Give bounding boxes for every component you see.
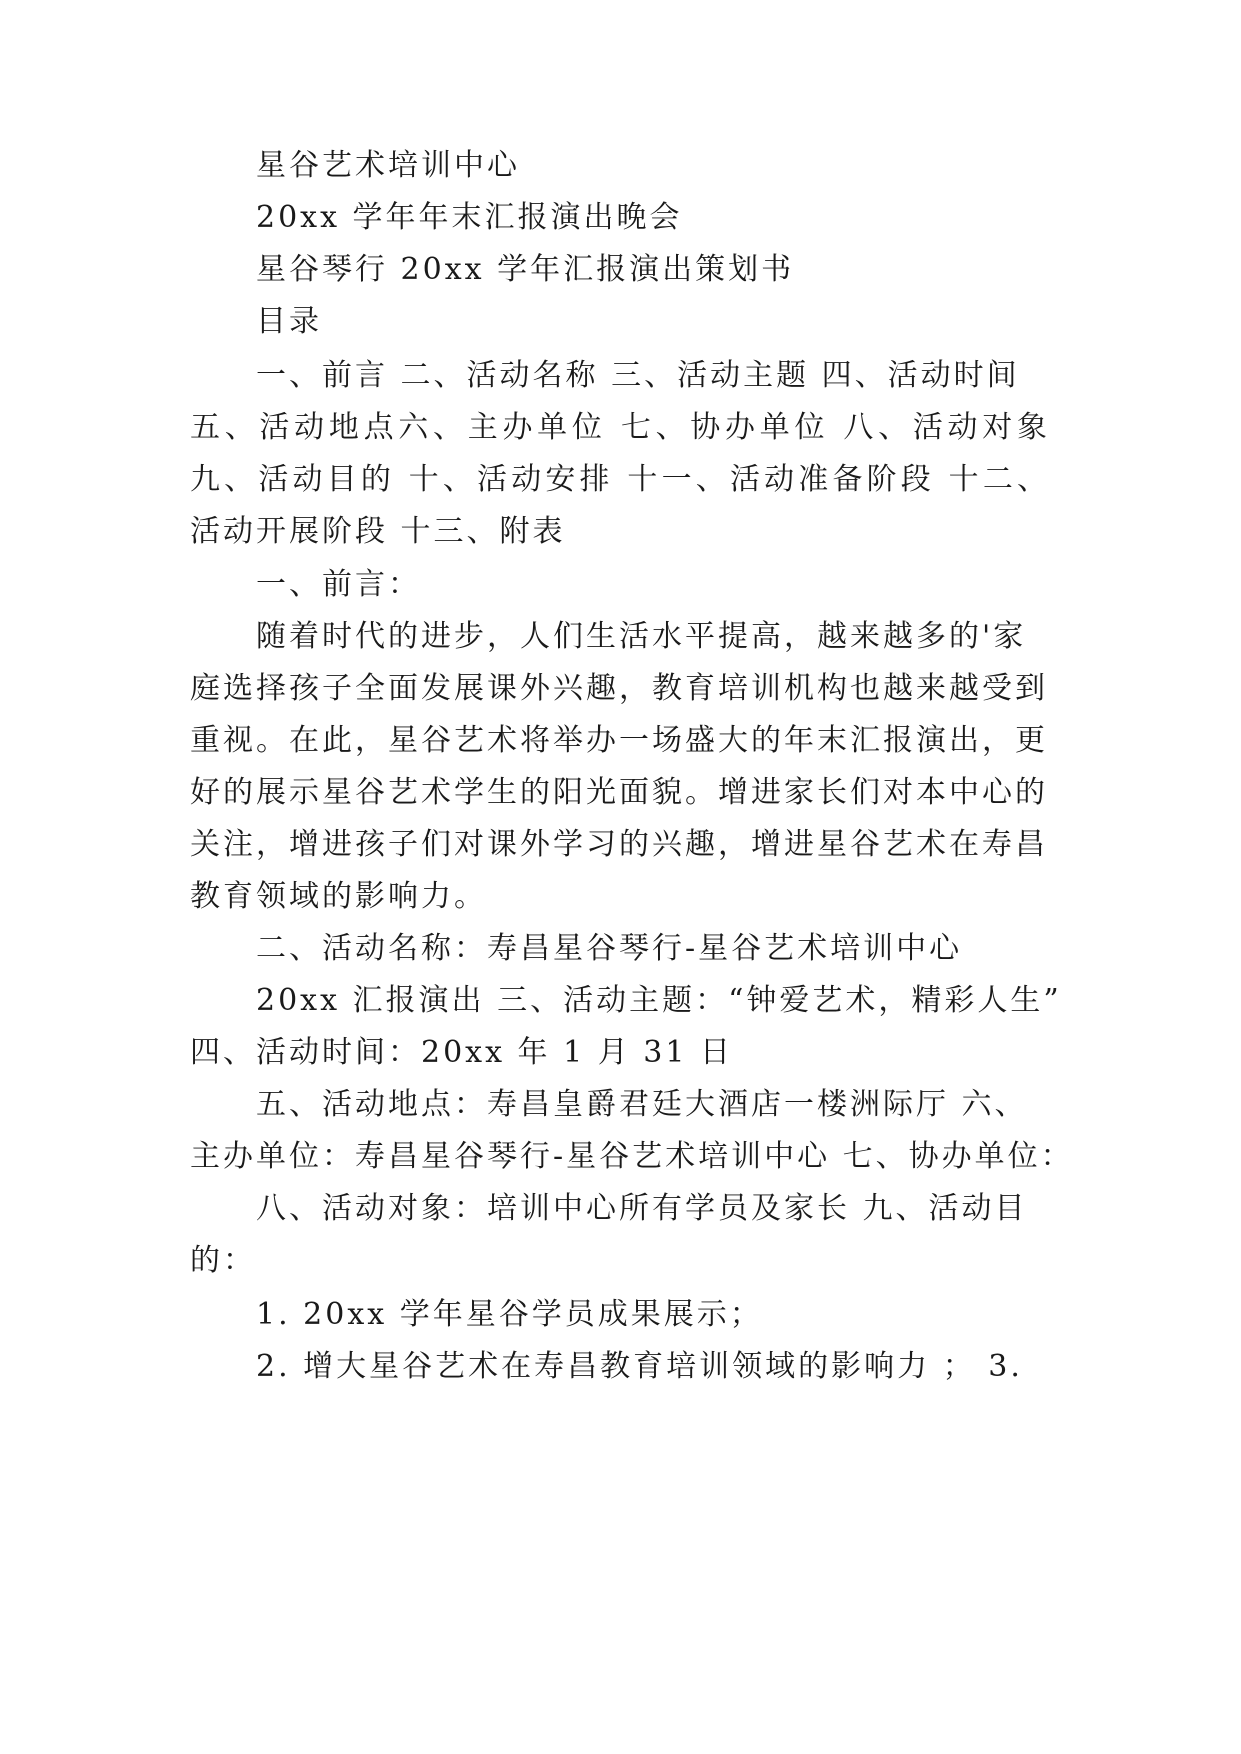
list-item: 1. 20xx 学年星谷学员成果展示；: [256, 1297, 763, 1332]
toc-heading: 目录: [256, 304, 322, 339]
paragraph-line: 教育领域的影响力。: [190, 879, 487, 914]
toc-line: 五、活动地点六、主办单位 七、协办单位 八、活动对象: [190, 410, 1050, 445]
toc-line: 一、前言 二、活动名称 三、活动主题 四、活动时间: [256, 358, 1020, 393]
section-line: 主办单位：寿昌星谷琴行-星谷艺术培训中心 七、协办单位：: [190, 1139, 1074, 1174]
section-line: 20xx 汇报演出 三、活动主题：“钟爱艺术，精彩人生”: [256, 983, 1062, 1018]
title-event-name: 20xx 学年年末汇报演出晚会: [256, 200, 683, 235]
section-line: 八、活动对象：培训中心所有学员及家长 九、活动目: [256, 1191, 1028, 1226]
paragraph-line: 随着时代的进步，人们生活水平提高，越来越多的'家: [256, 619, 1027, 654]
paragraph-line: 重视。在此，星谷艺术将举办一场盛大的年末汇报演出，更: [190, 723, 1048, 758]
section-line: 五、活动地点：寿昌皇爵君廷大酒店一楼洲际厅 六、: [256, 1087, 1028, 1122]
title-center-name: 星谷艺术培训中心: [256, 148, 520, 183]
title-plan-name: 星谷琴行 20xx 学年汇报演出策划书: [256, 252, 795, 287]
list-item: 2. 增大星谷艺术在寿昌教育培训领域的影响力 ； 3.: [256, 1349, 1023, 1384]
toc-line: 九、活动目的 十、活动安排 十一、活动准备阶段 十二、: [190, 462, 1050, 497]
paragraph-line: 好的展示星谷艺术学生的阳光面貌。增进家长们对本中心的: [190, 775, 1048, 810]
section-line: 四、活动时间：20xx 年 1 月 31 日: [190, 1035, 733, 1070]
section-line: 二、活动名称：寿昌星谷琴行-星谷艺术培训中心: [256, 931, 963, 966]
section-line: 的：: [190, 1243, 256, 1278]
toc-line: 活动开展阶段 十三、附表: [190, 514, 566, 549]
paragraph-line: 庭选择孩子全面发展课外兴趣，教育培训机构也越来越受到: [190, 671, 1048, 706]
paragraph-line: 关注，增进孩子们对课外学习的兴趣，增进星谷艺术在寿昌: [190, 827, 1048, 862]
section-heading-preface: 一、前言：: [256, 567, 421, 602]
